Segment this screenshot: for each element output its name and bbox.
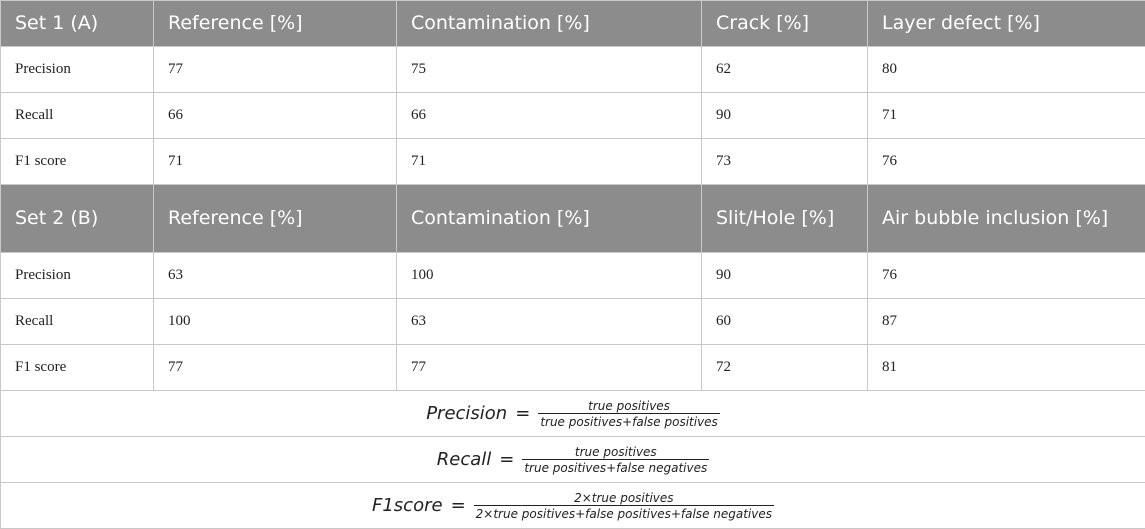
table-row: [1, 299, 1145, 345]
table-cell: 80: [868, 47, 1145, 93]
formula-denominator: true positives+false positives: [538, 413, 720, 429]
formula-fraction: [522, 445, 709, 475]
table-cell: 81: [868, 345, 1145, 391]
row-label: Precision: [1, 47, 154, 93]
table-cell: 66: [397, 93, 702, 139]
formula-fraction: [474, 491, 774, 521]
table-cell: 100: [397, 253, 702, 299]
set1-header-layer-defect: Layer defect [%]: [868, 1, 1145, 47]
table-cell: 72: [702, 345, 868, 391]
table-cell: 71: [868, 93, 1145, 139]
formula-denominator: true positives+false negatives: [522, 459, 709, 475]
table-cell: 90: [702, 93, 868, 139]
table-row: [1, 139, 1145, 185]
table-cell: 77: [397, 345, 702, 391]
table-cell: 77: [154, 47, 397, 93]
table-cell: 71: [397, 139, 702, 185]
row-label: F1 score: [1, 345, 154, 391]
table-cell: 76: [868, 253, 1145, 299]
table-cell: 76: [868, 139, 1145, 185]
row-label: Precision: [1, 253, 154, 299]
formula-lhs: Precision: [426, 403, 507, 424]
formula-equals: =: [499, 449, 514, 470]
table-cell: 66: [154, 93, 397, 139]
table-cell: 75: [397, 47, 702, 93]
table-cell: 63: [154, 253, 397, 299]
formula-fraction: [538, 399, 720, 429]
formula-row-f1score: [1, 483, 1145, 529]
table-cell: 90: [702, 253, 868, 299]
table-cell: 62: [702, 47, 868, 93]
set1-header-reference: Reference [%]: [154, 1, 397, 47]
set2-header-air-bubble: Air bubble inclusion [%]: [868, 185, 1145, 253]
table-cell: 71: [154, 139, 397, 185]
formula-equals: =: [515, 403, 530, 424]
formula-numerator: true positives: [573, 445, 659, 459]
table-cell: 100: [154, 299, 397, 345]
f1score-formula: [372, 491, 774, 521]
table-row: [1, 47, 1145, 93]
formula-lhs: Recall: [437, 449, 492, 470]
formula-denominator: 2×true positives+false positives+false negatives: [474, 505, 774, 521]
formula-equals: =: [451, 495, 466, 516]
table-cell: 63: [397, 299, 702, 345]
table-row: [1, 93, 1145, 139]
formula-numerator: 2×true positives: [572, 491, 675, 505]
set1-header-row: [1, 1, 1145, 47]
table-row: [1, 253, 1145, 299]
table-cell: 87: [868, 299, 1145, 345]
set2-header-slit-hole: Slit/Hole [%]: [702, 185, 868, 253]
set2-header-contamination: Contamination [%]: [397, 185, 702, 253]
set1-header-label: Set 1 (A): [1, 1, 154, 47]
recall-formula: [437, 445, 710, 475]
row-label: F1 score: [1, 139, 154, 185]
formula-numerator: true positives: [586, 399, 672, 413]
formula-lhs: F1score: [372, 495, 443, 516]
formula-row-recall: [1, 437, 1145, 483]
set2-header-row: [1, 185, 1145, 253]
set1-header-contamination: Contamination [%]: [397, 1, 702, 47]
precision-formula: [426, 399, 720, 429]
table-cell: 77: [154, 345, 397, 391]
table-cell: 73: [702, 139, 868, 185]
set2-header-label: Set 2 (B): [1, 185, 154, 253]
table-row: [1, 345, 1145, 391]
set2-header-reference: Reference [%]: [154, 185, 397, 253]
table-cell: 60: [702, 299, 868, 345]
row-label: Recall: [1, 299, 154, 345]
row-label: Recall: [1, 93, 154, 139]
set1-header-crack: Crack [%]: [702, 1, 868, 47]
formula-row-precision: [1, 391, 1145, 437]
